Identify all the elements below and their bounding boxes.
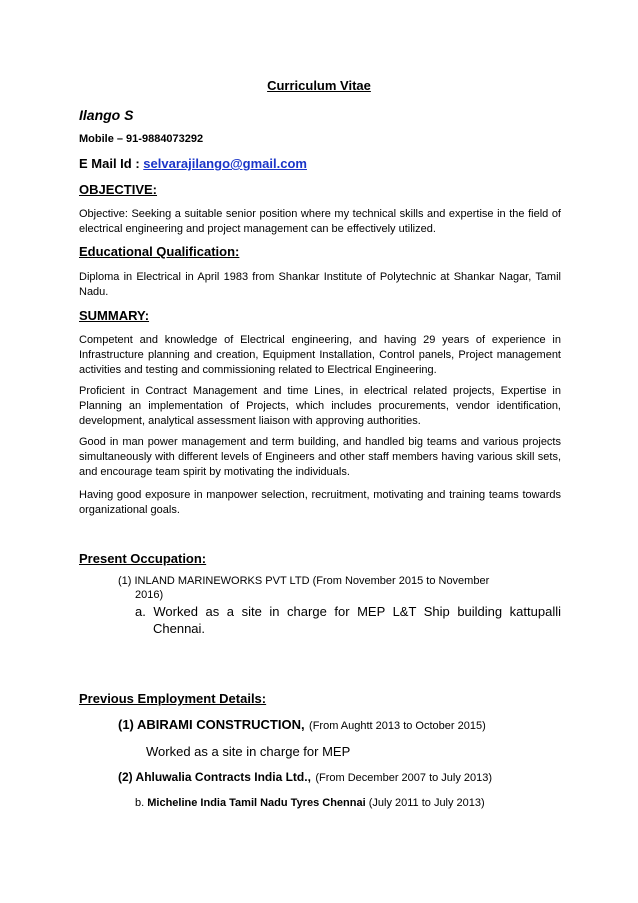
summary-paragraph: Good in man power management and term building, and handled big teams and various projects simultaneously with different levels of Engineers and other staff members having various skill sets, and encourage team spirit by motivating the individuals. — [79, 436, 561, 478]
summary-heading: SUMMARY: — [79, 308, 150, 323]
previous-item-2-dates: (From December 2007 to July 2013) — [315, 772, 493, 784]
previous-subitem-b — [135, 797, 485, 809]
previous-item-2-company: (2) Ahluwalia Contracts India Ltd., — [118, 770, 311, 784]
previous-item-1-company: (1) ABIRAMI CONSTRUCTION, — [118, 717, 305, 732]
candidate-name: Ilango S — [79, 107, 134, 123]
previous-subitem-b-prefix: b. — [135, 797, 148, 809]
present-subitem-line2: Chennai. — [153, 621, 206, 636]
mobile-number: Mobile – 91-9884073292 — [79, 133, 204, 145]
present-occupation-heading: Present Occupation: — [79, 551, 207, 566]
summary-paragraph: Having good exposure in manpower selection, recruitment, motivating and training teams towards organizational goals. — [79, 489, 561, 516]
previous-item-2 — [118, 768, 492, 786]
previous-subitem-b-dates: (July 2011 to July 2013) — [368, 797, 485, 809]
previous-item-1 — [118, 716, 486, 734]
education-heading: Educational Qualification: — [79, 244, 240, 259]
email-line — [79, 156, 307, 171]
present-item-line1: (1) INLAND MARINEWORKS PVT LTD (From November 2015 to November — [118, 575, 490, 587]
objective-text: Objective: Seeking a suitable senior position where my technical skills and expertise in the field of electrical engineering and project management can be effectively utilized. — [79, 208, 561, 235]
previous-employment-heading: Previous Employment Details: — [79, 691, 267, 706]
objective-heading: OBJECTIVE: — [79, 182, 158, 197]
summary-paragraph: Proficient in Contract Management and time Lines, in electrical related projects, Expertise in Planning an implementation of Projects, which includes procurements, vendor identification, development, analytical assessment liaison with approving authorities. — [79, 385, 561, 427]
previous-item-1-role: Worked as a site in charge for MEP — [146, 744, 351, 759]
previous-item-1-dates: (From Aughtt 2013 to October 2015) — [309, 720, 486, 732]
previous-subitem-b-company: Micheline India Tamil Nadu Tyres Chennai — [147, 797, 366, 809]
email-label: E Mail Id : — [79, 156, 144, 171]
education-text: Diploma in Electrical in April 1983 from Shankar Institute of Polytechnic at Shankar Nagar, Tamil Nadu. — [79, 271, 561, 298]
email-link[interactable]: selvarajilango@gmail.com — [143, 156, 307, 171]
present-subitem-line1: a. Worked as a site in charge for MEP L&T Ship building kattupalli — [135, 604, 561, 619]
present-item-line2: 2016) — [135, 589, 164, 601]
page-title: Curriculum Vitae — [267, 78, 371, 93]
summary-paragraph: Competent and knowledge of Electrical engineering, and having 29 years of experience in Infrastructure planning and creation, Equipment Installation, Control panels, Project management activities and testing and commissioning related to Electrical Engineering. — [79, 334, 561, 376]
